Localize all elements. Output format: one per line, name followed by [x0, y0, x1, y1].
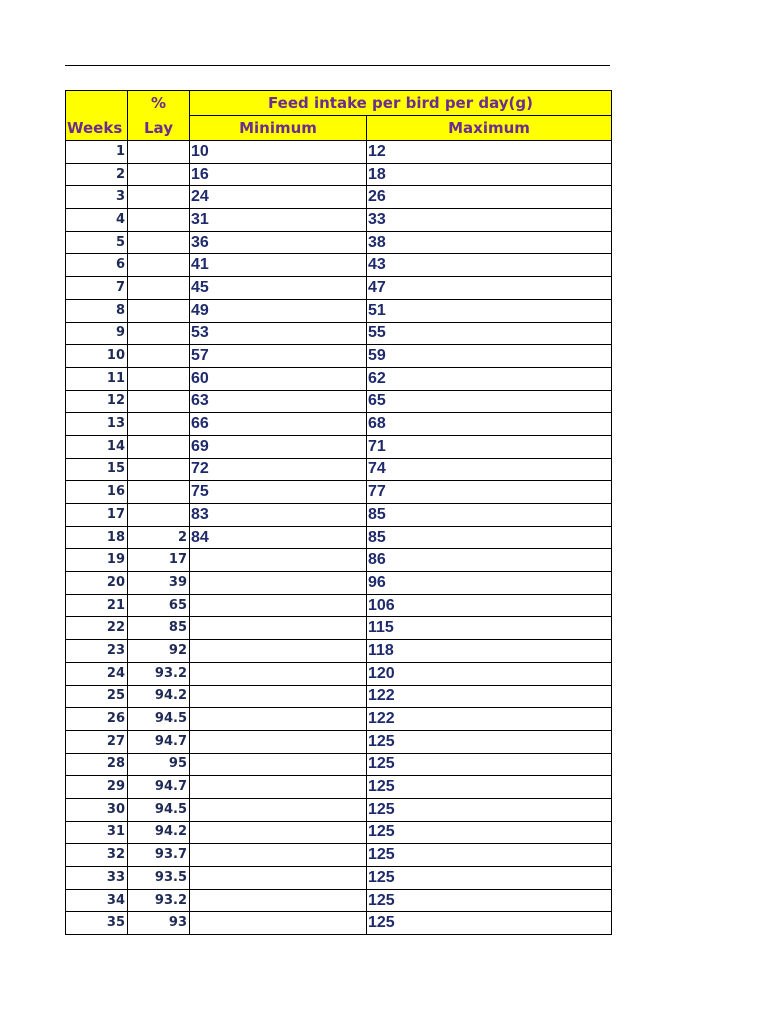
table-row: [66, 572, 612, 595]
lay-percent-cell: 2: [128, 526, 190, 549]
maximum-intake-cell: 38: [367, 231, 612, 254]
week-cell: 12: [66, 390, 128, 413]
minimum-intake-cell: [190, 708, 367, 731]
table-row: [66, 594, 612, 617]
minimum-intake-cell: [190, 912, 367, 935]
table-row: [66, 708, 612, 731]
lay-percent-cell: 85: [128, 617, 190, 640]
maximum-intake-cell: 125: [367, 821, 612, 844]
minimum-intake-cell: [190, 572, 367, 595]
minimum-intake-cell: [190, 821, 367, 844]
week-cell: 17: [66, 504, 128, 527]
maximum-intake-cell: 125: [367, 889, 612, 912]
week-cell: 13: [66, 413, 128, 436]
table-row: [66, 277, 612, 300]
table-row: [66, 458, 612, 481]
table-row: [66, 367, 612, 390]
weeks-header-top: [66, 91, 128, 116]
table-row: [66, 435, 612, 458]
lay-percent-cell: [128, 299, 190, 322]
minimum-intake-cell: [190, 867, 367, 890]
lay-percent-cell: [128, 209, 190, 232]
week-cell: 11: [66, 367, 128, 390]
lay-percent-cell: 94.5: [128, 798, 190, 821]
lay-percent-cell: [128, 254, 190, 277]
maximum-intake-cell: 125: [367, 798, 612, 821]
table-row: [66, 912, 612, 935]
maximum-intake-cell: 55: [367, 322, 612, 345]
maximum-intake-cell: 125: [367, 753, 612, 776]
minimum-intake-cell: 84: [190, 526, 367, 549]
lay-percent-cell: [128, 413, 190, 436]
maximum-intake-cell: 47: [367, 277, 612, 300]
maximum-intake-cell: 115: [367, 617, 612, 640]
week-cell: 7: [66, 277, 128, 300]
maximum-intake-cell: 125: [367, 912, 612, 935]
lay-percent-cell: 93.2: [128, 662, 190, 685]
week-cell: 2: [66, 163, 128, 186]
week-cell: 25: [66, 685, 128, 708]
minimum-intake-cell: [190, 685, 367, 708]
maximum-intake-cell: 12: [367, 141, 612, 164]
week-cell: 3: [66, 186, 128, 209]
table-row: [66, 141, 612, 164]
maximum-intake-cell: 62: [367, 367, 612, 390]
week-cell: 28: [66, 753, 128, 776]
week-cell: 26: [66, 708, 128, 731]
minimum-intake-cell: 31: [190, 209, 367, 232]
table-row: [66, 776, 612, 799]
week-cell: 29: [66, 776, 128, 799]
maximum-intake-cell: 71: [367, 435, 612, 458]
week-cell: 14: [66, 435, 128, 458]
table-row: [66, 889, 612, 912]
feed-intake-header: Feed intake per bird per day(g): [190, 91, 612, 116]
lay-percent-cell: 92: [128, 640, 190, 663]
week-cell: 27: [66, 730, 128, 753]
lay-percent-cell: 65: [128, 594, 190, 617]
lay-percent-cell: 93: [128, 912, 190, 935]
table-row: [66, 685, 612, 708]
table-row: [66, 231, 612, 254]
lay-header-percent: %: [128, 91, 190, 116]
week-cell: 20: [66, 572, 128, 595]
maximum-intake-cell: 96: [367, 572, 612, 595]
week-cell: 18: [66, 526, 128, 549]
lay-percent-cell: 39: [128, 572, 190, 595]
minimum-intake-cell: 69: [190, 435, 367, 458]
lay-percent-cell: [128, 458, 190, 481]
week-cell: 23: [66, 640, 128, 663]
minimum-intake-cell: 66: [190, 413, 367, 436]
minimum-intake-cell: 49: [190, 299, 367, 322]
minimum-intake-cell: [190, 798, 367, 821]
minimum-intake-cell: 60: [190, 367, 367, 390]
minimum-intake-cell: 24: [190, 186, 367, 209]
lay-percent-cell: [128, 141, 190, 164]
week-cell: 33: [66, 867, 128, 890]
minimum-header: Minimum: [190, 116, 367, 141]
lay-percent-cell: [128, 435, 190, 458]
week-cell: 24: [66, 662, 128, 685]
table-row: [66, 549, 612, 572]
maximum-intake-cell: 125: [367, 844, 612, 867]
minimum-intake-cell: 83: [190, 504, 367, 527]
lay-percent-cell: [128, 163, 190, 186]
lay-percent-cell: 94.5: [128, 708, 190, 731]
lay-percent-cell: [128, 322, 190, 345]
maximum-intake-cell: 125: [367, 867, 612, 890]
minimum-intake-cell: [190, 730, 367, 753]
week-cell: 9: [66, 322, 128, 345]
week-cell: 10: [66, 345, 128, 368]
table-row: [66, 798, 612, 821]
lay-percent-cell: [128, 231, 190, 254]
minimum-intake-cell: 16: [190, 163, 367, 186]
lay-percent-cell: 93.2: [128, 889, 190, 912]
maximum-intake-cell: 125: [367, 730, 612, 753]
lay-percent-cell: [128, 390, 190, 413]
minimum-intake-cell: 45: [190, 277, 367, 300]
lay-percent-cell: [128, 345, 190, 368]
week-cell: 32: [66, 844, 128, 867]
maximum-intake-cell: 106: [367, 594, 612, 617]
minimum-intake-cell: [190, 889, 367, 912]
maximum-intake-cell: 118: [367, 640, 612, 663]
minimum-intake-cell: [190, 549, 367, 572]
maximum-intake-cell: 125: [367, 776, 612, 799]
maximum-intake-cell: 18: [367, 163, 612, 186]
table-body: [66, 141, 612, 935]
table-row: [66, 481, 612, 504]
table-row: [66, 163, 612, 186]
table-row: [66, 821, 612, 844]
week-cell: 15: [66, 458, 128, 481]
minimum-intake-cell: [190, 753, 367, 776]
maximum-intake-cell: 122: [367, 708, 612, 731]
lay-percent-cell: 94.2: [128, 685, 190, 708]
table-row: [66, 254, 612, 277]
table-row: [66, 662, 612, 685]
table-row: [66, 209, 612, 232]
lay-percent-cell: 93.7: [128, 844, 190, 867]
weeks-header: Weeks: [66, 116, 128, 141]
week-cell: 8: [66, 299, 128, 322]
maximum-intake-cell: 59: [367, 345, 612, 368]
minimum-intake-cell: 53: [190, 322, 367, 345]
week-cell: 5: [66, 231, 128, 254]
week-cell: 31: [66, 821, 128, 844]
week-cell: 1: [66, 141, 128, 164]
maximum-intake-cell: 85: [367, 526, 612, 549]
week-cell: 19: [66, 549, 128, 572]
maximum-intake-cell: 65: [367, 390, 612, 413]
minimum-intake-cell: 72: [190, 458, 367, 481]
table-row: [66, 867, 612, 890]
lay-percent-cell: 95: [128, 753, 190, 776]
minimum-intake-cell: 63: [190, 390, 367, 413]
table-row: [66, 730, 612, 753]
minimum-intake-cell: [190, 844, 367, 867]
maximum-intake-cell: 77: [367, 481, 612, 504]
maximum-intake-cell: 43: [367, 254, 612, 277]
lay-percent-cell: 94.7: [128, 730, 190, 753]
week-cell: 30: [66, 798, 128, 821]
table-row: [66, 186, 612, 209]
week-cell: 22: [66, 617, 128, 640]
week-cell: 34: [66, 889, 128, 912]
minimum-intake-cell: [190, 662, 367, 685]
minimum-intake-cell: [190, 594, 367, 617]
header-row-1: [66, 91, 612, 116]
maximum-intake-cell: 120: [367, 662, 612, 685]
table-row: [66, 299, 612, 322]
lay-percent-cell: [128, 277, 190, 300]
week-cell: 6: [66, 254, 128, 277]
maximum-intake-cell: 51: [367, 299, 612, 322]
week-cell: 4: [66, 209, 128, 232]
week-cell: 35: [66, 912, 128, 935]
table-row: [66, 526, 612, 549]
minimum-intake-cell: [190, 776, 367, 799]
lay-percent-cell: [128, 481, 190, 504]
lay-percent-cell: [128, 186, 190, 209]
maximum-intake-cell: 26: [367, 186, 612, 209]
minimum-intake-cell: 41: [190, 254, 367, 277]
week-cell: 21: [66, 594, 128, 617]
feed-intake-table: [65, 90, 612, 935]
maximum-intake-cell: 85: [367, 504, 612, 527]
lay-percent-cell: 17: [128, 549, 190, 572]
minimum-intake-cell: [190, 640, 367, 663]
header-row-2: [66, 116, 612, 141]
maximum-intake-cell: 86: [367, 549, 612, 572]
lay-percent-cell: [128, 367, 190, 390]
minimum-intake-cell: 57: [190, 345, 367, 368]
maximum-intake-cell: 74: [367, 458, 612, 481]
maximum-intake-cell: 33: [367, 209, 612, 232]
table-row: [66, 390, 612, 413]
lay-percent-cell: 94.7: [128, 776, 190, 799]
lay-percent-cell: 93.5: [128, 867, 190, 890]
sheet-top-border: [65, 65, 610, 66]
minimum-intake-cell: [190, 617, 367, 640]
table-row: [66, 640, 612, 663]
week-cell: 16: [66, 481, 128, 504]
table-row: [66, 617, 612, 640]
lay-percent-cell: [128, 504, 190, 527]
table-row: [66, 413, 612, 436]
table-row: [66, 322, 612, 345]
minimum-intake-cell: 10: [190, 141, 367, 164]
minimum-intake-cell: 75: [190, 481, 367, 504]
maximum-intake-cell: 68: [367, 413, 612, 436]
maximum-header: Maximum: [367, 116, 612, 141]
table-row: [66, 753, 612, 776]
minimum-intake-cell: 36: [190, 231, 367, 254]
table-row: [66, 844, 612, 867]
lay-percent-cell: 94.2: [128, 821, 190, 844]
table-row: [66, 504, 612, 527]
maximum-intake-cell: 122: [367, 685, 612, 708]
lay-header: Lay: [128, 116, 190, 141]
table-row: [66, 345, 612, 368]
